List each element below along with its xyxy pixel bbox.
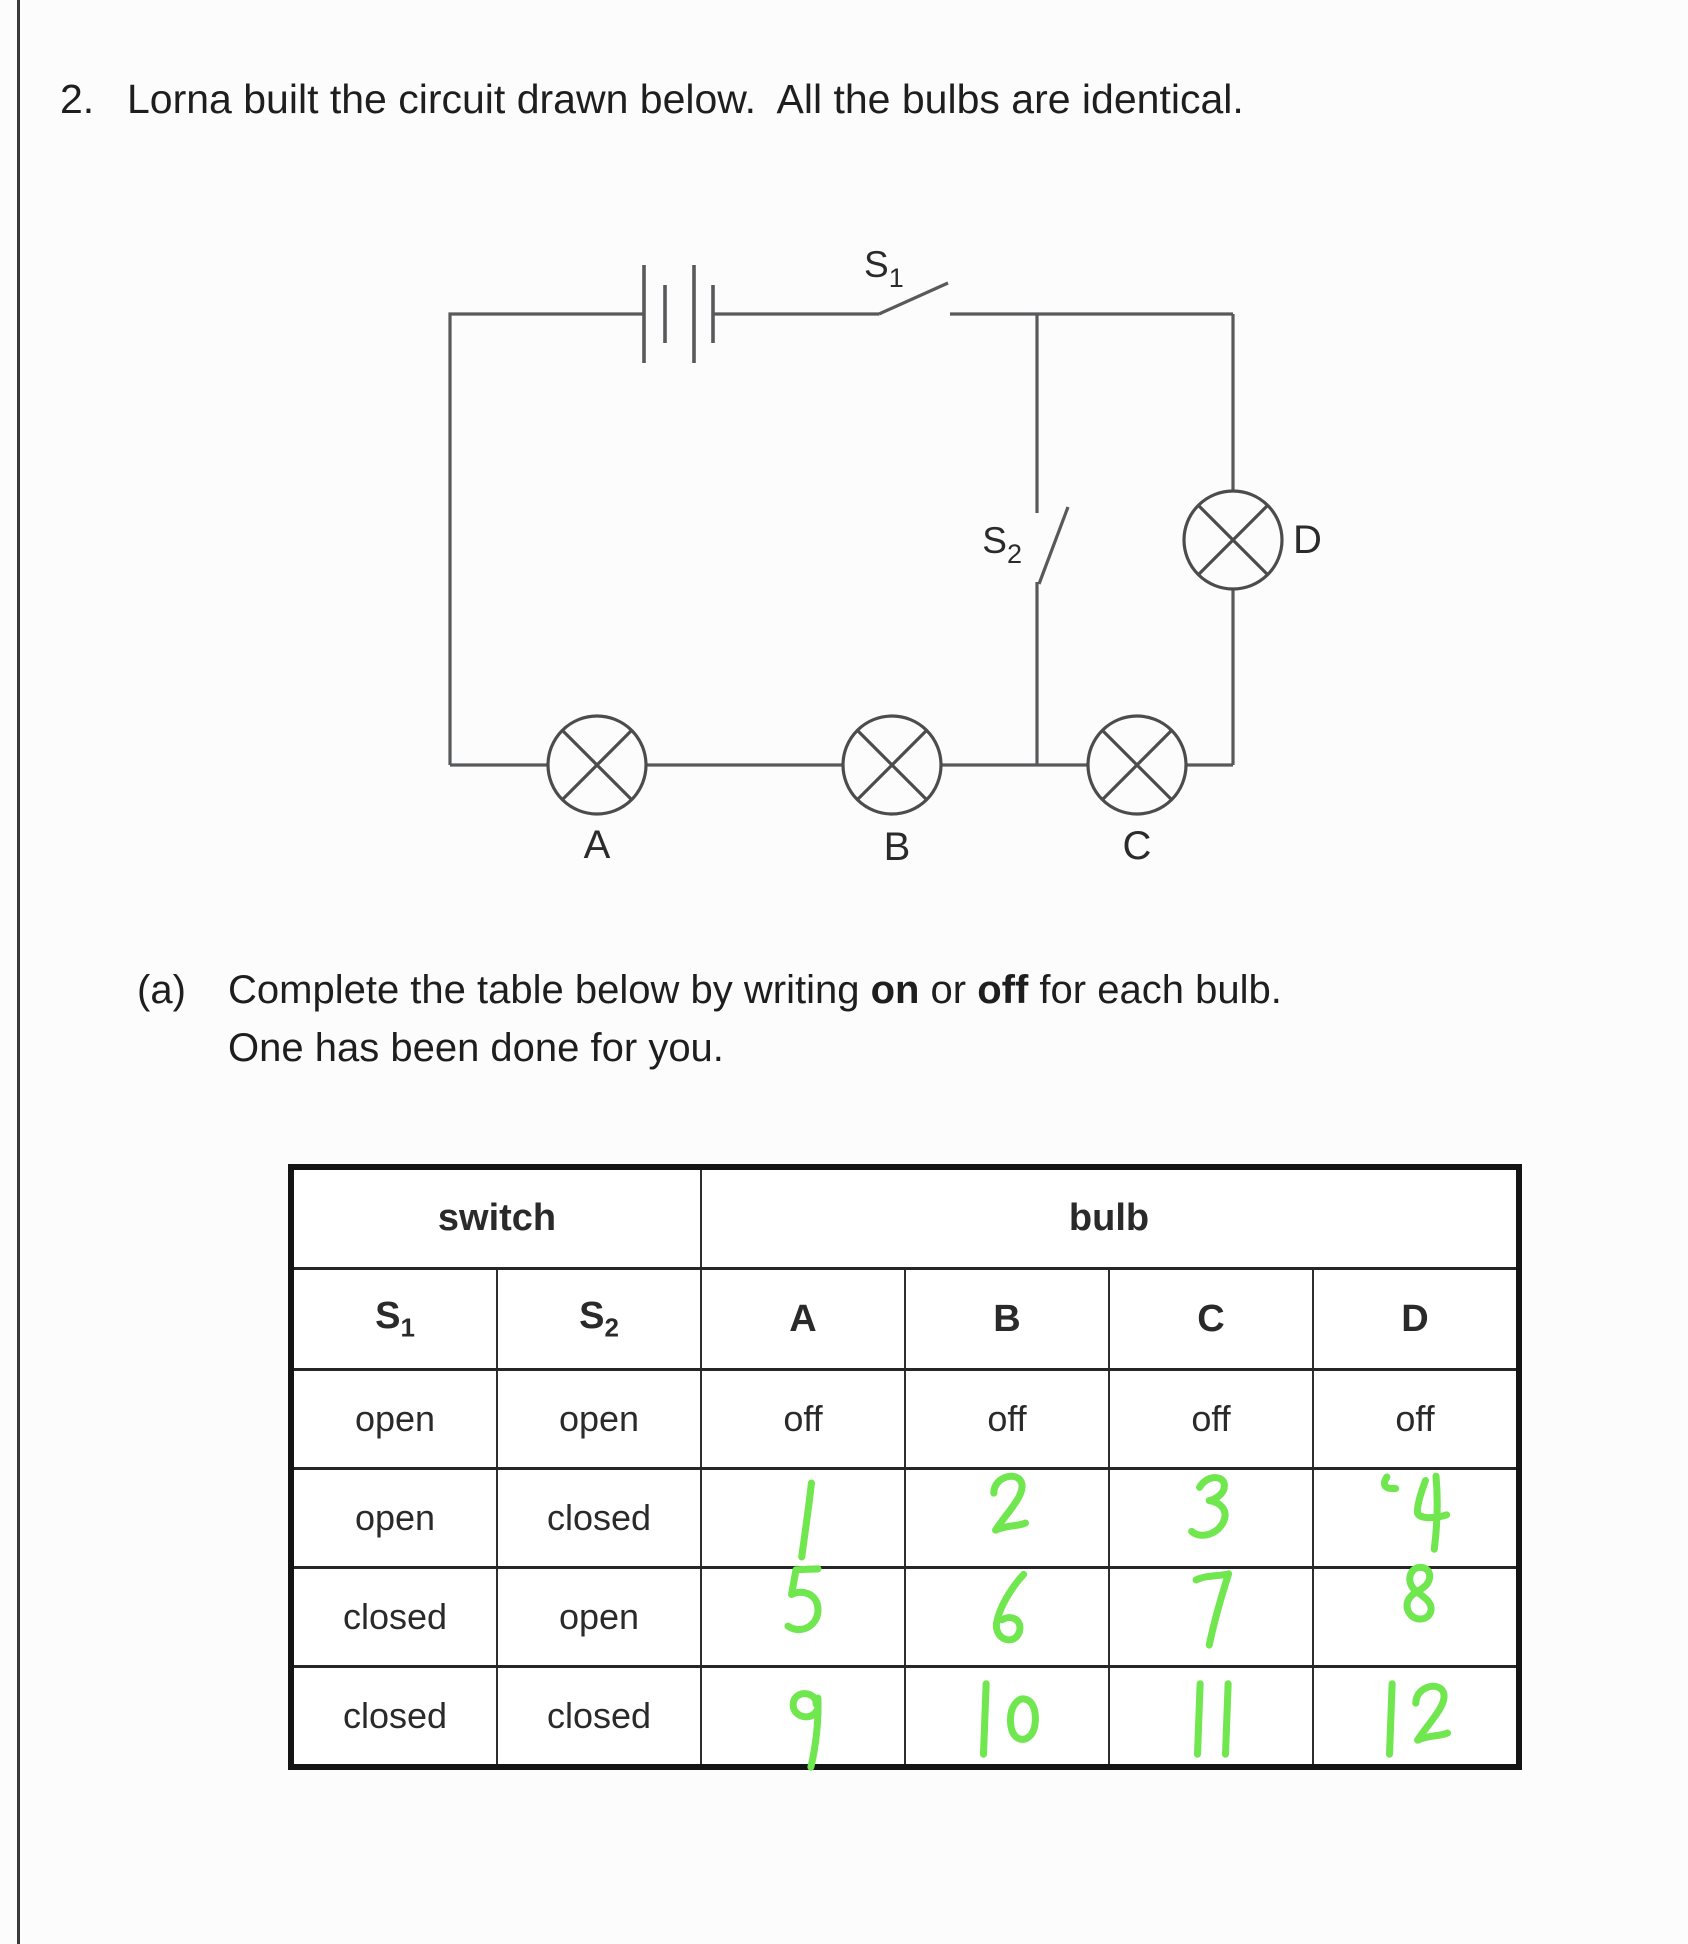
battery-icon bbox=[644, 265, 713, 363]
instruction-text: for each bulb. bbox=[1028, 968, 1282, 1012]
table-column-header-row bbox=[291, 1269, 1519, 1370]
bulb-d-answer-cell[interactable]: off bbox=[1313, 1370, 1519, 1469]
s2-sub: 2 bbox=[604, 1312, 619, 1343]
handwritten-stroke bbox=[784, 1476, 823, 1564]
group-header-switch: switch bbox=[291, 1167, 701, 1269]
bold-on: on bbox=[870, 968, 920, 1012]
handwritten-answer bbox=[1394, 1561, 1436, 1649]
handwritten-stroke bbox=[1189, 1468, 1233, 1556]
bulb-a-answer-cell[interactable]: off bbox=[701, 1370, 905, 1469]
handwritten-answer bbox=[1189, 1565, 1233, 1653]
circuit-diagram bbox=[400, 200, 1460, 900]
bulb-d-icon bbox=[1184, 491, 1282, 589]
column-header-d: D bbox=[1313, 1269, 1519, 1370]
handwritten-stroke bbox=[986, 1568, 1028, 1656]
bulb-a-answer-cell[interactable] bbox=[701, 1469, 905, 1568]
bold-off: off bbox=[977, 968, 1029, 1012]
handwritten-stroke bbox=[1378, 1470, 1401, 1558]
column-header-s2 bbox=[497, 1269, 701, 1370]
bulb-c-label: C bbox=[1122, 824, 1152, 868]
handwritten-answer bbox=[1189, 1468, 1233, 1556]
handwritten-answer bbox=[1378, 1470, 1452, 1558]
switch-s1-state-cell: closed bbox=[291, 1568, 497, 1667]
bulb-a-label: A bbox=[583, 823, 611, 867]
bulb-a-answer-cell[interactable] bbox=[701, 1667, 905, 1768]
answer-table bbox=[288, 1164, 1522, 1770]
question-title: Lorna built the circuit drawn below. All the bulbs are identical. bbox=[127, 76, 1244, 122]
handwritten-stroke bbox=[1000, 1675, 1042, 1763]
handwritten-stroke bbox=[984, 1465, 1030, 1553]
switch-s1-state-cell: open bbox=[291, 1370, 497, 1469]
group-header-bulb: bulb bbox=[701, 1167, 1519, 1269]
page-edge-line bbox=[17, 0, 20, 1944]
bulb-a-answer-cell[interactable] bbox=[701, 1568, 905, 1667]
switch-s2-state-cell: closed bbox=[497, 1469, 701, 1568]
bulb-b-answer-cell[interactable] bbox=[905, 1469, 1109, 1568]
column-header-s1 bbox=[291, 1269, 497, 1370]
instruction-text: or bbox=[919, 968, 978, 1012]
bulb-c-answer-cell[interactable] bbox=[1109, 1469, 1313, 1568]
handwritten-stroke bbox=[1214, 1675, 1237, 1763]
part-a-label: (a) bbox=[137, 968, 186, 1012]
handwritten-stroke bbox=[1394, 1561, 1436, 1649]
handwritten-answer bbox=[984, 1465, 1030, 1553]
handwritten-stroke bbox=[1406, 1470, 1452, 1558]
bulb-d-label: D bbox=[1293, 518, 1322, 562]
handwritten-stroke bbox=[782, 1682, 824, 1770]
handwritten-stroke bbox=[1186, 1675, 1209, 1763]
bulb-b-answer-cell[interactable] bbox=[905, 1568, 1109, 1667]
switch-s2-state-cell: open bbox=[497, 1568, 701, 1667]
question-heading bbox=[60, 76, 1620, 122]
column-header-a: A bbox=[701, 1269, 905, 1370]
bulb-b-label: B bbox=[883, 825, 911, 869]
table-data-row bbox=[291, 1370, 1519, 1469]
handwritten-answer bbox=[781, 1561, 825, 1649]
bulb-c-answer-cell[interactable] bbox=[1109, 1667, 1313, 1768]
bulb-c-answer-cell[interactable]: off bbox=[1109, 1370, 1313, 1469]
switch-s2-state-cell: open bbox=[497, 1370, 701, 1469]
table-group-header-row bbox=[291, 1167, 1519, 1269]
wire-left bbox=[450, 314, 644, 765]
table-data-row bbox=[291, 1469, 1519, 1568]
column-header-b: B bbox=[905, 1269, 1109, 1370]
handwritten-answer bbox=[782, 1682, 824, 1770]
bulb-c-answer-cell[interactable] bbox=[1109, 1568, 1313, 1667]
bulb-a-icon bbox=[548, 716, 646, 814]
handwritten-answer bbox=[784, 1476, 823, 1564]
instruction-line2: One has been done for you. bbox=[228, 1026, 724, 1070]
handwritten-answer bbox=[1186, 1675, 1237, 1763]
s2-base: S bbox=[579, 1294, 605, 1337]
switch-s2-icon bbox=[1039, 507, 1068, 584]
table-data-row bbox=[291, 1568, 1519, 1667]
table-data-row bbox=[291, 1667, 1519, 1768]
handwritten-stroke bbox=[1406, 1675, 1452, 1763]
switch-s1-state-cell: open bbox=[291, 1469, 497, 1568]
handwritten-stroke bbox=[781, 1561, 825, 1649]
switch-s1-label: $S_1$ bbox=[864, 244, 904, 293]
bulb-d-answer-cell[interactable] bbox=[1313, 1667, 1519, 1768]
bulb-b-icon bbox=[843, 716, 941, 814]
bulb-d-answer-cell[interactable] bbox=[1313, 1469, 1519, 1568]
bulb-c-icon bbox=[1088, 716, 1186, 814]
handwritten-stroke bbox=[1189, 1565, 1233, 1653]
bulb-d-answer-cell[interactable] bbox=[1313, 1568, 1519, 1667]
handwritten-answer bbox=[986, 1568, 1028, 1656]
handwritten-stroke bbox=[972, 1675, 995, 1763]
s1-sub: 1 bbox=[400, 1312, 415, 1343]
column-header-c: C bbox=[1109, 1269, 1313, 1370]
bulb-b-answer-cell[interactable] bbox=[905, 1667, 1109, 1768]
handwritten-answer bbox=[1378, 1675, 1452, 1763]
bulb-b-answer-cell[interactable]: off bbox=[905, 1370, 1109, 1469]
s1-base: S bbox=[375, 1294, 401, 1337]
instruction-text: Complete the table below by writing bbox=[228, 968, 871, 1012]
switch-s1-state-cell: closed bbox=[291, 1667, 497, 1768]
handwritten-stroke bbox=[1378, 1675, 1401, 1763]
part-a-text bbox=[228, 961, 1282, 1077]
switch-s2-label: $S_2$ bbox=[982, 520, 1022, 569]
question-number: 2. bbox=[60, 76, 95, 122]
switch-s2-state-cell: closed bbox=[497, 1667, 701, 1768]
part-a-instruction bbox=[137, 961, 1437, 1077]
circuit-svg bbox=[400, 200, 1460, 900]
handwritten-answer bbox=[972, 1675, 1042, 1763]
